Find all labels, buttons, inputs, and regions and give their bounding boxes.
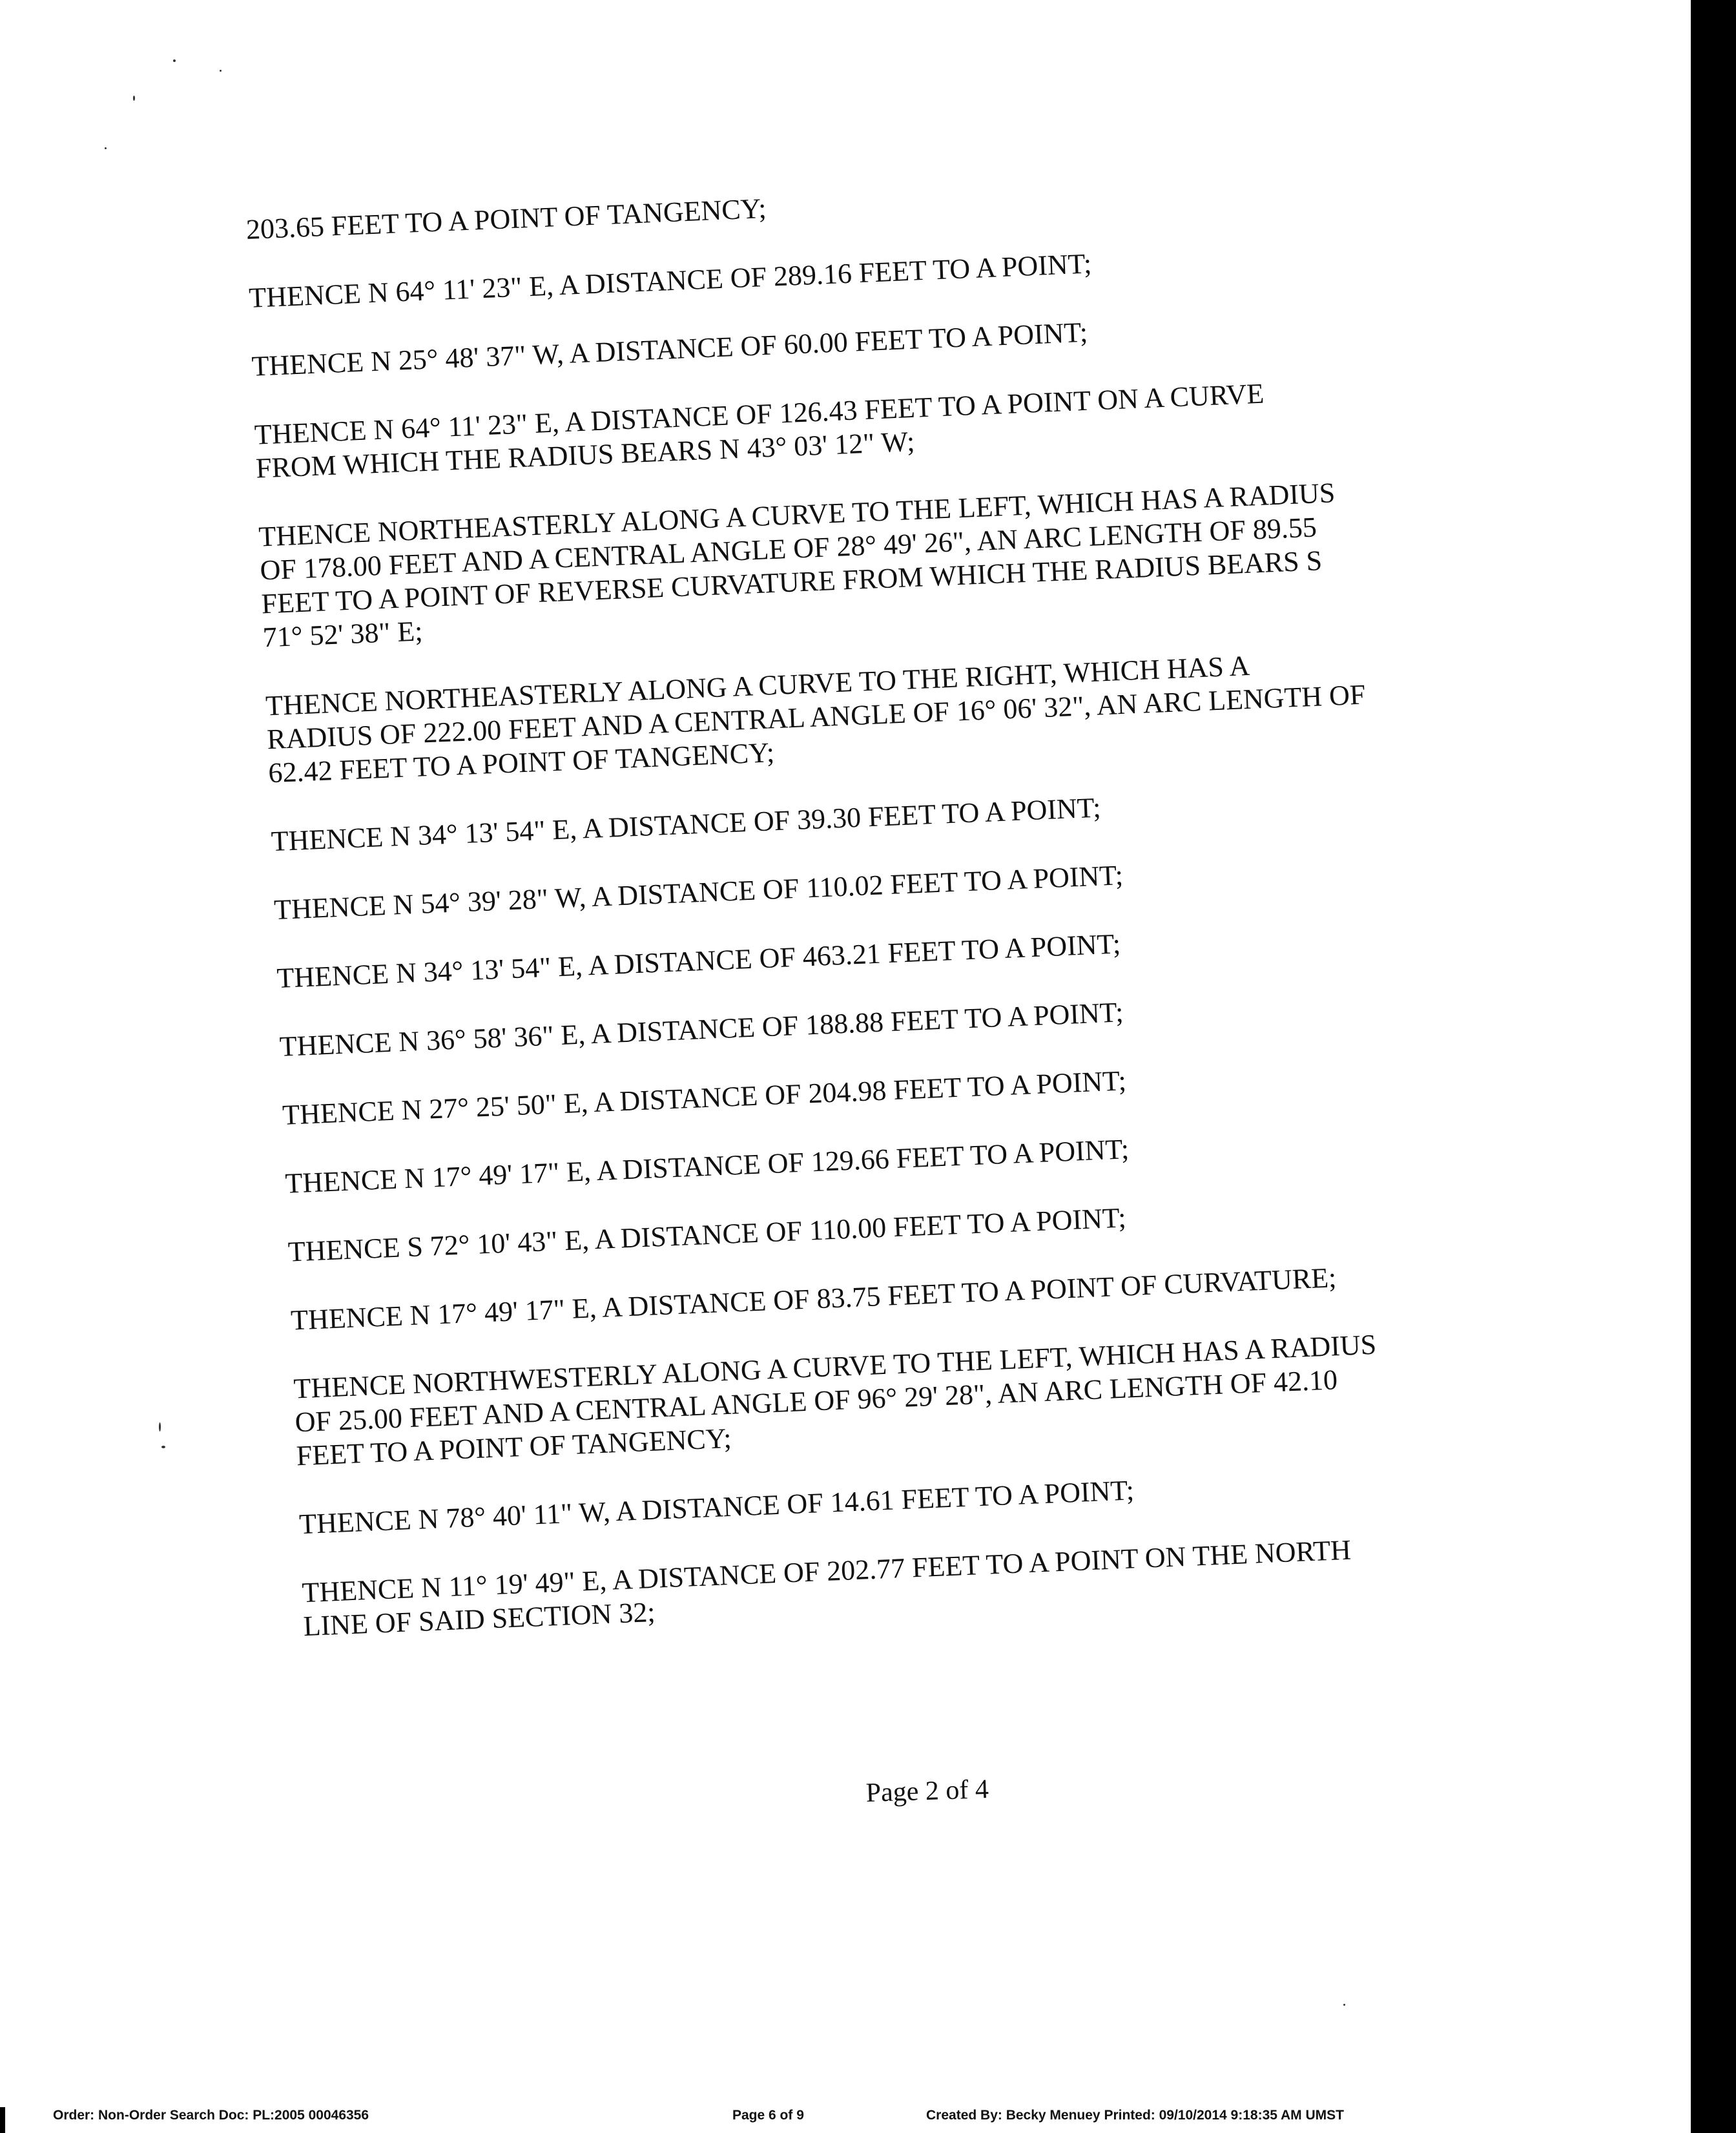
scan-speck <box>161 1446 165 1448</box>
scan-speck <box>1343 2004 1345 2006</box>
paragraph: THENCE N 11° 19' 49" E, A DISTANCE OF 202.77 FEET TO A POINT ON THE NORTH LINE OF SAID SECTION 32; <box>301 1534 1352 1643</box>
scan-speck <box>173 59 176 62</box>
paragraph: THENCE N 17° 49' 17" E, A DISTANCE OF 83.75 FEET TO A POINT OF CURVATURE; <box>290 1262 1338 1337</box>
paragraph: THENCE NORTHWESTERLY ALONG A CURVE TO THE LEFT, WHICH HAS A RADIUS OF 25.00 FEET AND A CENTRAL ANGLE OF 96° 29' 28", AN ARC LENGTH OF 42.10 FEET TO A POINT OF TANGENCY; <box>293 1328 1378 1472</box>
footer-page: Page 6 of 9 <box>732 2108 804 2123</box>
scan-speck <box>220 70 222 72</box>
legal-description-body <box>245 161 1564 1678</box>
page-number: Page 2 of 4 <box>865 1774 989 1808</box>
paragraph: THENCE N 64° 11' 23" E, A DISTANCE OF 289.16 FEET TO A POINT; <box>248 247 1093 314</box>
paragraph: THENCE N 27° 25' 50" E, A DISTANCE OF 204.98 FEET TO A POINT; <box>282 1065 1127 1131</box>
paragraph: THENCE NORTHEASTERLY ALONG A CURVE TO THE LEFT, WHICH HAS A RADIUS OF 178.00 FEET AND A CENTRAL ANGLE OF 28° 49' 26", AN ARC LENGTH OF 89.55 FEET TO A POINT OF REVERSE CURVATURE FROM WHICH THE RADIUS BEARS S 71° 52' 38" E; <box>258 477 1336 654</box>
paragraph: THENCE N 34° 13' 54" E, A DISTANCE OF 39.30 FEET TO A POINT; <box>270 791 1102 858</box>
scan-edge-tick <box>0 2107 5 2133</box>
scan-edge-bar <box>1691 0 1736 2133</box>
paragraph: THENCE S 72° 10' 43" E, A DISTANCE OF 110.00 FEET TO A POINT; <box>287 1202 1127 1268</box>
paragraph: THENCE NORTHEASTERLY ALONG A CURVE TO THE RIGHT, WHICH HAS A RADIUS OF 222.00 FEET AND A CENTRAL ANGLE OF 16° 06' 32", AN ARC LENGTH OF 62.42 FEET TO A POINT OF TANGENCY; <box>265 649 1367 789</box>
paragraph: THENCE N 34° 13' 54" E, A DISTANCE OF 463.21 FEET TO A POINT; <box>276 928 1122 994</box>
paragraph: THENCE N 54° 39' 28" W, A DISTANCE OF 110.02 FEET TO A POINT; <box>273 859 1124 926</box>
paragraph: 203.65 FEET TO A POINT OF TANGENCY; <box>245 192 767 245</box>
paragraph: THENCE N 17° 49' 17" E, A DISTANCE OF 129.66 FEET TO A POINT; <box>284 1133 1130 1200</box>
scan-speck <box>105 147 107 149</box>
footer-created: Created By: Becky Menuey Printed: 09/10/2014 9:18:35 AM UMST <box>926 2108 1344 2123</box>
footer-order: Order: Non-Order Search Doc: PL:2005 00046356 <box>53 2108 369 2123</box>
scan-speck <box>133 96 135 101</box>
paragraph: THENCE N 78° 40' 11" W, A DISTANCE OF 14.61 FEET TO A POINT; <box>298 1474 1135 1541</box>
paragraph: THENCE N 36° 58' 36" E, A DISTANCE OF 188.88 FEET TO A POINT; <box>278 996 1124 1063</box>
scan-speck <box>159 1422 161 1431</box>
paragraph: THENCE N 64° 11' 23" E, A DISTANCE OF 126.43 FEET TO A POINT ON A CURVE FROM WHICH THE RADIUS BEARS N 43° 03' 12" W; <box>254 377 1265 484</box>
paragraph: THENCE N 25° 48' 37" W, A DISTANCE OF 60.00 FEET TO A POINT; <box>251 316 1088 382</box>
